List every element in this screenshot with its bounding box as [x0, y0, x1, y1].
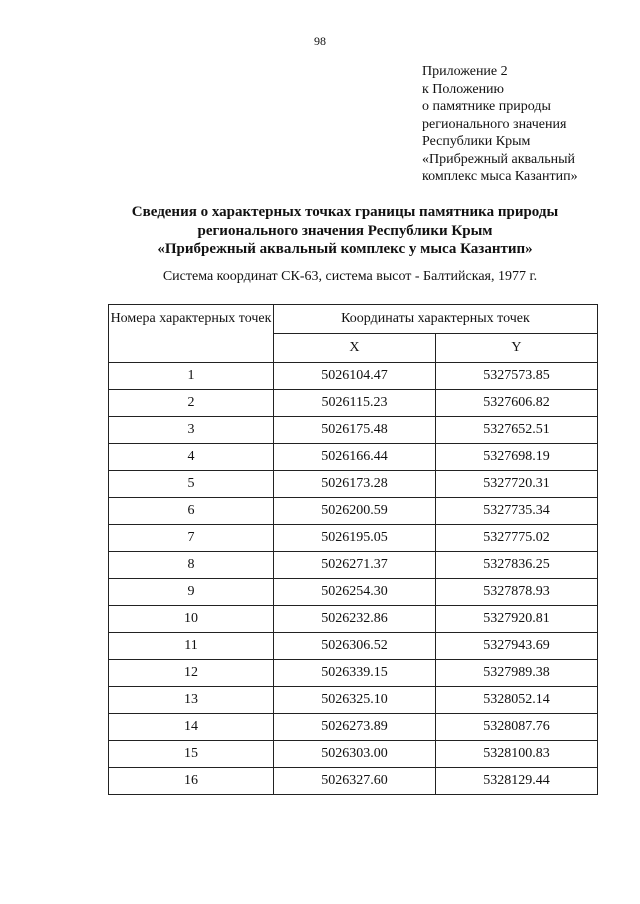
table-row: [109, 525, 598, 552]
x-header: X: [274, 334, 436, 363]
appendix-line: комплекс мыса Казантип»: [422, 169, 578, 184]
x-coordinate-cell: 5026195.05: [274, 525, 436, 552]
x-coordinate-cell: 5026327.60: [274, 768, 436, 795]
point-number-cell: 6: [109, 498, 274, 525]
appendix-line: к Положению: [422, 81, 505, 97]
x-coordinate-cell: 5026232.86: [274, 606, 436, 633]
y-coordinate-cell: 5327775.02: [435, 525, 597, 552]
y-coordinate-cell: 5327652.51: [435, 417, 597, 444]
appendix-note: [422, 63, 578, 186]
point-number-cell: 1: [109, 363, 274, 390]
table-body: [109, 363, 598, 795]
y-coordinate-cell: 5327836.25: [435, 552, 597, 579]
coordinates-header: Координаты характерных точек: [274, 305, 598, 334]
point-number-cell: 15: [109, 741, 274, 768]
y-coordinate-cell: 5328052.14: [435, 687, 597, 714]
coordinate-system-note: Система координат СК-63, система высот - Балтийская, 1977 г.: [162, 269, 538, 284]
table-row: [109, 633, 598, 660]
point-number-cell: 10: [109, 606, 274, 633]
point-number-cell: 5: [109, 471, 274, 498]
title-line: Сведения о характерных точках границы памятника природы: [131, 204, 559, 220]
point-number-cell: 9: [109, 579, 274, 606]
y-coordinate-cell: 5327989.38: [435, 660, 597, 687]
table-row: [109, 660, 598, 687]
point-number-cell: 11: [109, 633, 274, 660]
title-line: «Прибрежный аквальный комплекс у мыса Казантип»: [157, 241, 533, 257]
x-coordinate-cell: 5026306.52: [274, 633, 436, 660]
y-coordinate-cell: 5327735.34: [435, 498, 597, 525]
table-row: [109, 471, 598, 498]
table-row: [109, 606, 598, 633]
page-number: 98: [314, 34, 326, 48]
appendix-line: Республики Крым: [422, 134, 531, 149]
table-row: [109, 768, 598, 795]
x-coordinate-cell: 5026273.89: [274, 714, 436, 741]
x-coordinate-cell: 5026115.23: [274, 390, 436, 417]
table-row: [109, 498, 598, 525]
table-row: [109, 363, 598, 390]
x-coordinate-cell: 5026325.10: [274, 687, 436, 714]
appendix-line: о памятнике природы: [422, 99, 551, 114]
appendix-line: регионального значения: [422, 116, 567, 132]
table-row: [109, 687, 598, 714]
document-title: [0, 203, 640, 259]
table-row: [109, 741, 598, 768]
y-header: Y: [435, 334, 597, 363]
point-number-cell: 2: [109, 390, 274, 417]
table-row: [109, 417, 598, 444]
y-coordinate-cell: 5327698.19: [435, 444, 597, 471]
table-row: [109, 714, 598, 741]
x-coordinate-cell: 5026166.44: [274, 444, 436, 471]
x-coordinate-cell: 5026200.59: [274, 498, 436, 525]
table-row: [109, 552, 598, 579]
point-number-cell: 4: [109, 444, 274, 471]
x-coordinate-cell: 5026254.30: [274, 579, 436, 606]
x-coordinate-cell: 5026303.00: [274, 741, 436, 768]
point-number-cell: 3: [109, 417, 274, 444]
y-coordinate-cell: 5327920.81: [435, 606, 597, 633]
x-coordinate-cell: 5026173.28: [274, 471, 436, 498]
point-number-cell: 7: [109, 525, 274, 552]
y-coordinate-cell: 5327943.69: [435, 633, 597, 660]
point-number-cell: 12: [109, 660, 274, 687]
title-line: регионального значения Республики Крым: [197, 222, 493, 239]
x-coordinate-cell: 5026271.37: [274, 552, 436, 579]
point-number-header: Номера характерных точек: [109, 305, 274, 363]
y-coordinate-cell: 5327606.82: [435, 390, 597, 417]
x-coordinate-cell: 5026104.47: [274, 363, 436, 390]
y-coordinate-cell: 5328087.76: [435, 714, 597, 741]
table-row: [109, 579, 598, 606]
x-coordinate-cell: 5026175.48: [274, 417, 436, 444]
coordinates-table: [108, 304, 598, 795]
point-number-cell: 16: [109, 768, 274, 795]
point-number-cell: 13: [109, 687, 274, 714]
appendix-line: Приложение 2: [422, 64, 508, 79]
y-coordinate-cell: 5327573.85: [435, 363, 597, 390]
point-number-cell: 14: [109, 714, 274, 741]
y-coordinate-cell: 5327720.31: [435, 471, 597, 498]
table-row: [109, 390, 598, 417]
point-number-cell: 8: [109, 552, 274, 579]
y-coordinate-cell: 5328100.83: [435, 741, 597, 768]
table-row: [109, 444, 598, 471]
y-coordinate-cell: 5327878.93: [435, 579, 597, 606]
y-coordinate-cell: 5328129.44: [435, 768, 597, 795]
appendix-line: «Прибрежный аквальный: [422, 151, 576, 167]
x-coordinate-cell: 5026339.15: [274, 660, 436, 687]
